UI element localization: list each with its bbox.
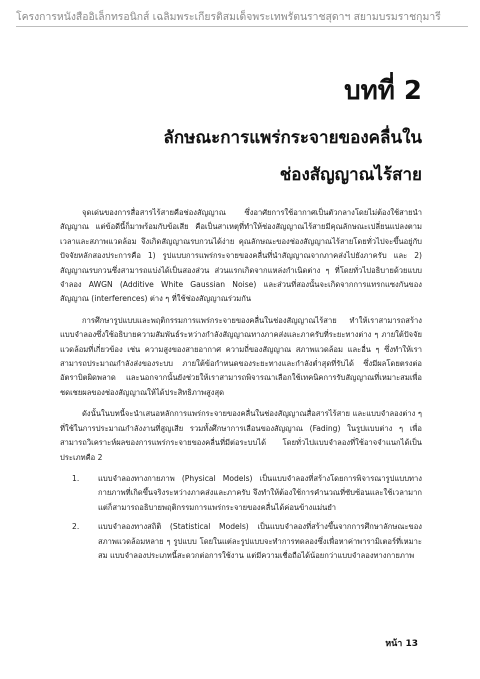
list-item-number: 2. — [72, 522, 80, 532]
body-text — [60, 206, 422, 568]
paragraph-1: จุดเด่นของการสื่อสารไร้สายคือช่องสัญญาณ ซึ่งอาศัยการใช้อากาศเป็นตัวกลางโดยไม่ต้องใช้สายนำสัญญาณ แต่ข้อดีนี้ก็มาพร้อมกับข้อเสีย คือเป็นสาเหตุที่ทำให้ช่องสัญญาณไร้สายมีคุณลักษณะเปลี่ยนแปลงตามเวลาและสภาพแวดล้อม จึงเกิดสัญญาณรบกวนได้ง่าย คุณลักษณะของช่องสัญญาณไร้สายโดยทั่วไปจะขึ้นอยู่กับปัจจัยหลักสองประการคือ 1) รูปแบบการแพร่กระจายของคลื่นที่นำสัญญาณจากภาคส่งไปยังภาครับ และ 2) สัญญาณรบกวนซึ่งสามารถแบ่งได้เป็นสองส่วน ส่วนแรกเกิดจากแหล่งกำเนิดต่าง ๆ ที่โดยทั่วไปอธิบายด้วยแบบจำลอง AWGN (Additive White Gaussian Noise) และส่วนที่สองนั้นจะเกิดจากการแทรกแซงกันของสัญญาณ (interferences) ต่าง ๆ ที่ใช้ช่องสัญญาณร่วมกัน — [60, 208, 422, 304]
header-text: โครงการหนังสืออิเล็กทรอนิกส์ เฉลิมพระเกียรติสมเด็จพระเทพรัตนราชสุดาฯ สยามบรมราชกุมารี — [16, 11, 441, 23]
header-divider — [16, 26, 468, 27]
list-item-number: 1. — [72, 473, 80, 483]
chapter-title-line-1: ลักษณะการแพร่กระจายของคลื่นใน — [163, 128, 422, 148]
list-item-text: แบบจำลองทางกายภาพ (Physical Models) เป็นแบบจำลองที่สร้างโดยการพิจารณารูปแบบทางกายภาพที่เกิดขึ้นจริงระหว่างภาคส่งและภาครับ จึงทำให้ต้องใช้การคำนวณที่ซับซ้อนและใช้เวลามาก แต่ก็สามารถอธิบายพฤติกรรมการแพร่กระจายของคลื่นได้ค่อนข้างแม่นยำ — [98, 473, 422, 512]
paragraph-3: ดังนั้นในบทนี้จะนำเสนอหลักการแพร่กระจายของคลื่นในช่องสัญญาณสื่อสารไร้สาย และแบบจำลองต่าง ๆ ที่ใช้ในการประมาณกำลังงานที่สูญเสีย รวมทั้งศึกษาการเลือนของสัญญาณ (Fading) ในรูปแบบต่าง ๆ เพื่อสามารถวิเคราะห์ผลของการแพร่กระจายของคลื่นที่มีต่อระบบได้ โดยทั่วไปแบบจำลองที่ใช้อาจจำแนกได้เป็นประเภทคือ 2 — [60, 409, 422, 462]
chapter-heading: บทที่ 2 — [344, 76, 422, 106]
list-item-text: แบบจำลองทางสถิติ (Statistical Models) เป็นแบบจำลองที่สร้างขึ้นจากการศึกษาลักษณะของสภาพแวดล้อมหลาย ๆ รูปแบบ โดยในแต่ละรูปแบบจะทำการทดลองซึ่งเพื่อหาค่าพารามิเตอร์ที่เหมาะสม แบบจำลองประเภทนี้สะดวกต่อการใช้งาน แต่มีความเชื่อถือได้น้อยกว่าแบบจำลองทางกายภาพ — [98, 522, 422, 560]
list-item — [60, 520, 422, 563]
chapter-title-line-2: ช่องสัญญาณไร้สาย — [279, 165, 422, 185]
page-number: หน้า 13 — [385, 639, 418, 649]
paragraph-2: การศึกษารูปแบบและพฤติกรรมการแพร่กระจายของคลื่นในช่องสัญญาณไร้สาย ทำให้เราสามารถสร้างแบบจำลองซึ่งใช้อธิบายความสัมพันธ์ระหว่างกำลังสัญญาณทางภาคส่งและภาครับที่ระยะทางต่าง ๆ ภายใต้ปัจจัยแวดล้อมที่เกี่ยวข้อง เช่น ความสูงของสายอากาศ ความถี่ของสัญญาณ สภาพแวดล้อม และอื่น ๆ ซึ่งทำให้เราสามารถประมาณกำลังส่งของระบบ ภายใต้ข้อกำหนดของระยะทางและกำลังต่ำสุดที่รับได้ ซึ่งมีผลโดยตรงต่ออัตราบิตผิดพลาด และนอกจากนั้นยังช่วยให้เราสามารถพิจารณาเลือกใช้เทคนิคการรับสัญญาณที่เหมาะสมเพื่อชดเชยผลของช่องสัญญาณให้ได้ประสิทธิภาพสูงสุด — [60, 315, 422, 397]
model-list — [60, 472, 422, 563]
list-item — [60, 472, 422, 515]
